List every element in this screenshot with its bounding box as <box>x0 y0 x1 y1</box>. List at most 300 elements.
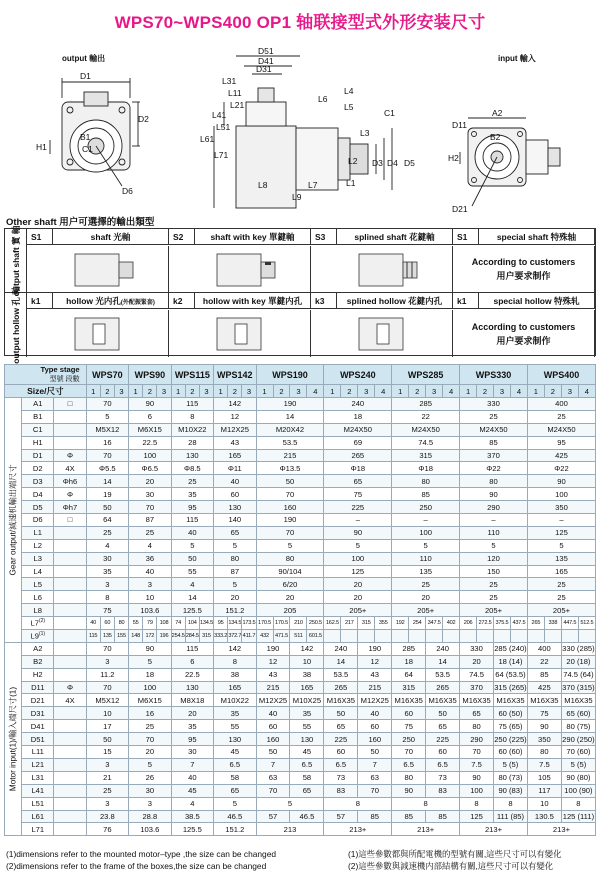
spec-value: 100 <box>392 526 460 539</box>
spec-value: 103.6 <box>129 823 171 836</box>
spec-value: 3 <box>86 655 128 668</box>
dim-symbol <box>54 707 86 720</box>
notes-en <box>6 848 276 872</box>
output-section-text: Gear output/減速机輸出端尺寸 <box>8 464 18 576</box>
shaft-option-header <box>27 293 169 309</box>
dim-symbol <box>54 436 86 449</box>
spec-value: 75 <box>324 488 392 501</box>
dim-symbol <box>54 784 86 797</box>
shaft-option-code: k3 <box>311 293 337 308</box>
spec-value: 5 <box>214 539 256 552</box>
spec-value: 90 (80) <box>561 771 595 784</box>
stage-number: 4 <box>443 385 460 398</box>
spec-value: 80 (75) <box>561 720 595 733</box>
spec-value: 265 <box>324 449 392 462</box>
spec-value: 170.5 <box>273 617 290 630</box>
spec-value: 25 <box>86 784 128 797</box>
stage-number: 4 <box>578 385 595 398</box>
spec-value: 53.5 <box>324 668 358 681</box>
spec-row <box>5 526 596 539</box>
model-header: WPS70 <box>86 365 128 385</box>
spec-value: 205+ <box>392 604 460 617</box>
dim-label-l61: L61 <box>200 134 215 144</box>
dim-label-l2: L2 <box>348 156 358 166</box>
spec-value: 45 <box>214 746 256 759</box>
spec-value: 85 <box>358 810 392 823</box>
spec-value: 53.5 <box>426 668 460 681</box>
spec-value: 17 <box>86 720 128 733</box>
spec-value: 43 <box>214 436 256 449</box>
spec-value: 85 <box>392 810 426 823</box>
shaft-option-name: shaft 光軸 <box>90 231 131 242</box>
spec-value: 213+ <box>527 823 595 836</box>
spec-value: 73 <box>324 771 358 784</box>
spec-value: 30 <box>86 552 128 565</box>
spec-value: 12 <box>214 410 256 423</box>
spec-value: 22.5 <box>171 668 214 681</box>
spec-value: 58 <box>290 771 324 784</box>
shaft-sketch-icon <box>169 310 311 356</box>
custom-note-line: According to customers <box>471 321 576 332</box>
spec-value: 285 <box>392 642 426 655</box>
spec-value: 370 (315) <box>562 683 595 693</box>
spec-value: 63 <box>358 771 392 784</box>
spec-value: 45 <box>171 784 214 797</box>
spec-value: 87 <box>129 514 171 527</box>
shaft-option-drawing <box>311 246 453 293</box>
spec-value: 90 <box>460 488 528 501</box>
spec-value: 60 <box>214 488 256 501</box>
shaft-option-name: special hollow 特殊轧 <box>493 295 580 306</box>
spec-value: 160 <box>256 501 324 514</box>
spec-value <box>443 630 460 643</box>
note-cn-2: (2)這些參數與減速機内部結構有關,這些尺寸可以有變化 <box>348 861 554 871</box>
spec-value: 70 <box>129 733 171 746</box>
dim-symbol <box>54 410 86 423</box>
spec-value: 60 <box>100 617 114 630</box>
spec-value: 25 <box>460 578 528 591</box>
spec-value: 400 <box>527 642 561 655</box>
spec-value: 160 <box>358 733 392 746</box>
spec-value: 7 <box>171 758 214 771</box>
spec-value: M12X25 <box>358 694 392 707</box>
spec-value: 115 <box>171 642 214 655</box>
spec-value: 355 <box>375 617 392 630</box>
spec-value: 12 <box>358 655 392 668</box>
spec-value: M10X22 <box>214 694 256 707</box>
spec-value: Φ22 <box>527 462 595 475</box>
dim-key-footnote: (2) <box>38 618 46 625</box>
dim-key: D5 <box>22 501 54 514</box>
spec-value: 35 <box>86 565 128 578</box>
dim-label-b2: B2 <box>490 132 501 142</box>
spec-value: 205 <box>256 604 324 617</box>
spec-value: 370 <box>460 681 494 694</box>
spec-value: 162.5 <box>324 617 341 630</box>
stage-number: 2 <box>544 385 561 398</box>
stage-number: 3 <box>242 385 256 398</box>
dim-key: L41 <box>22 784 54 797</box>
dim-symbol <box>54 797 86 810</box>
spec-value: 290 (250) <box>562 734 595 744</box>
dim-symbol <box>54 578 86 591</box>
spec-value: 272.5 <box>477 617 494 630</box>
spec-value: 28 <box>171 436 214 449</box>
dim-key: D11 <box>22 681 54 694</box>
spec-value: 23.8 <box>86 810 128 823</box>
spec-value: 130 <box>214 733 256 746</box>
spec-value: M10X22 <box>171 423 214 436</box>
dim-symbol <box>54 423 86 436</box>
spec-value: 90 <box>129 642 171 655</box>
spec-value: 16 <box>129 707 171 720</box>
spec-value: 22 <box>392 410 460 423</box>
spec-value: 315 <box>392 681 426 694</box>
shaft-option-header <box>311 293 453 309</box>
dim-label-l4: L4 <box>344 86 354 96</box>
spec-value: 142 <box>214 398 256 411</box>
spec-value: 76 <box>86 823 128 836</box>
spec-value: 20 <box>324 591 392 604</box>
spec-value: Φ22 <box>460 462 528 475</box>
spec-value: 60 (50) <box>494 707 528 720</box>
spec-value: 70 <box>86 681 128 694</box>
spec-value: 74.5 (64) <box>563 670 594 680</box>
spec-value: 3 <box>86 578 128 591</box>
shaft-side-text: output hollow 孔 軸 <box>10 286 21 364</box>
spec-value: 160 <box>256 733 290 746</box>
spec-value: 215 <box>256 681 290 694</box>
spec-value: 43 <box>358 668 392 681</box>
shaft-option-code: k1 <box>27 293 53 308</box>
spec-value: 6.5 <box>290 758 324 771</box>
spec-value: 83 <box>324 784 358 797</box>
dim-key: L51 <box>22 797 54 810</box>
spec-value: 95 <box>171 733 214 746</box>
spec-value: 25 <box>460 591 528 604</box>
spec-value: 28.8 <box>129 810 171 823</box>
dim-label-l5: L5 <box>344 102 354 112</box>
spec-value: 125 <box>324 565 392 578</box>
spec-value: 65 <box>324 720 358 733</box>
spec-value: 240 <box>426 642 460 655</box>
spec-value: 6.5 <box>426 758 460 771</box>
spec-value: 60 <box>358 720 392 733</box>
spec-value: 117 <box>527 784 561 797</box>
spec-value: 80 <box>460 475 528 488</box>
spec-value: 83 <box>426 784 460 797</box>
spec-value: 75 (65) <box>494 720 528 733</box>
spec-value: 20 (18) <box>561 655 595 668</box>
spec-value: 6.5 <box>392 758 426 771</box>
dim-label-c1: C1 <box>82 144 93 154</box>
shaft-option-drawing <box>27 310 169 357</box>
spec-value: 213+ <box>392 823 460 836</box>
stage-number: 3 <box>290 385 307 398</box>
spec-value: 330 <box>460 398 528 411</box>
shaft-option-header <box>27 229 169 245</box>
stage-number: 1 <box>214 385 228 398</box>
spec-value: 12 <box>256 655 290 668</box>
spec-value: M8X18 <box>171 694 214 707</box>
dim-key: B2 <box>22 655 54 668</box>
spec-value: 25 <box>460 410 528 423</box>
spec-value <box>324 630 341 643</box>
spec-value: 69 <box>324 436 392 449</box>
spec-value: M16X35 <box>324 694 358 707</box>
spec-value <box>578 630 595 643</box>
dim-label-d21: D21 <box>452 204 468 214</box>
dim-label-d31: D31 <box>256 64 272 74</box>
spec-value <box>460 630 477 643</box>
spec-value: Φ18 <box>392 462 460 475</box>
dim-symbol: 4X <box>54 462 86 475</box>
spec-value: 125.5 <box>171 604 214 617</box>
spec-value: 57 <box>256 810 290 823</box>
spec-value: M6X15 <box>129 694 171 707</box>
stage-number: 2 <box>100 385 114 398</box>
spec-value: 80 (73) <box>494 771 528 784</box>
spec-value: 315 <box>199 630 213 643</box>
model-header: WPS240 <box>324 365 392 385</box>
spec-value: 213+ <box>460 823 528 836</box>
custom-note-line: 用户要求制作 <box>496 271 551 281</box>
dim-key: L6 <box>22 591 54 604</box>
dim-symbol <box>54 642 86 655</box>
dim-key: L31 <box>22 771 54 784</box>
spec-row <box>5 423 596 436</box>
spec-value: 105 <box>527 771 561 784</box>
spec-value: 35 <box>290 707 324 720</box>
spec-value <box>409 630 426 643</box>
spec-value: 265 <box>324 681 358 694</box>
spec-value: Φ13.5 <box>256 462 324 475</box>
spec-value: 95 <box>214 617 228 630</box>
spec-row <box>5 501 596 514</box>
output-section-label <box>5 398 22 643</box>
stage-number: 1 <box>392 385 409 398</box>
spec-row <box>5 398 596 411</box>
dim-label-b1: B1 <box>80 132 91 142</box>
spec-row <box>5 655 596 668</box>
spec-value: 400 <box>527 398 595 411</box>
type-stage-label: Type stage <box>40 365 80 374</box>
spec-value: 45 <box>290 746 324 759</box>
spec-value <box>527 630 544 643</box>
shaft-option-name: hollow with key 單鍵内孔 <box>202 295 303 306</box>
spec-value: 35 <box>214 707 256 720</box>
spec-value: 103.6 <box>129 604 171 617</box>
spec-value: 254 <box>409 617 426 630</box>
shaft-option-code: k2 <box>169 293 195 308</box>
spec-value: 5 <box>86 410 128 423</box>
spec-value: 4 <box>86 539 128 552</box>
spec-value <box>561 630 578 643</box>
spec-value: 100 <box>129 681 171 694</box>
spec-value: 65 <box>214 526 256 539</box>
spec-value: 130 <box>214 501 256 514</box>
spec-row <box>5 810 596 823</box>
dim-key: D2 <box>22 462 54 475</box>
spec-value: 50 <box>426 707 460 720</box>
spec-value: 110 <box>460 526 528 539</box>
spec-value: 432 <box>256 630 273 643</box>
dim-key: L71 <box>22 823 54 836</box>
spec-value: 142 <box>214 642 256 655</box>
dim-key: L61 <box>22 810 54 823</box>
spec-value: 285 (240) <box>494 644 527 654</box>
stage-number: 3 <box>199 385 213 398</box>
stage-number: 2 <box>477 385 494 398</box>
spec-value: 25 <box>171 475 214 488</box>
model-header: WPS142 <box>214 365 256 385</box>
spec-value: 22.5 <box>129 436 171 449</box>
spec-value: M24X50 <box>527 423 595 436</box>
stage-number: 1 <box>171 385 185 398</box>
spec-value: Φ5.5 <box>86 462 128 475</box>
spec-row <box>5 707 596 720</box>
shaft-option-note: (外配振緊套) <box>120 299 155 306</box>
dim-key: A1 <box>22 398 54 411</box>
shaft-sketch-icon <box>311 310 453 356</box>
spec-row <box>5 823 596 836</box>
spec-value: 8 <box>86 591 128 604</box>
spec-value: 4 <box>171 797 214 810</box>
spec-value: 315 <box>358 617 375 630</box>
spec-value: 20 <box>256 591 324 604</box>
stage-number: 2 <box>228 385 242 398</box>
spec-value: 20 <box>129 475 171 488</box>
spec-value: 55 <box>129 617 143 630</box>
shaft-option-header <box>169 293 311 309</box>
spec-value: 20 <box>214 591 256 604</box>
dim-key: L11 <box>22 746 54 759</box>
spec-value: M16X35 <box>561 694 595 707</box>
spec-value: 8 <box>214 655 256 668</box>
spec-value: 134.5 <box>228 617 242 630</box>
dim-symbol <box>54 758 86 771</box>
note-en-2: (2)dimensions refer to the frame of the boxes,the size can be changed <box>6 861 267 871</box>
spec-value: 315 (265) <box>494 683 527 693</box>
spec-value: 65 (60) <box>561 707 595 720</box>
spec-value: 64 <box>86 514 128 527</box>
spec-value: Φ18 <box>324 462 392 475</box>
spec-row <box>5 758 596 771</box>
spec-value: 5 <box>214 578 256 591</box>
dim-label-l41: L41 <box>212 110 227 120</box>
spec-row <box>5 436 596 449</box>
spec-row <box>5 746 596 759</box>
custom-note-line: 用户要求制作 <box>496 335 551 346</box>
spec-value: 25 <box>86 526 128 539</box>
dim-key: D51 <box>22 733 54 746</box>
spec-value: 8 <box>561 797 595 810</box>
spec-value: M24X50 <box>460 423 528 436</box>
spec-value: 265 <box>527 617 544 630</box>
spec-value: 100 <box>460 784 494 797</box>
spec-value: Φ6.5 <box>129 462 171 475</box>
spec-row <box>5 565 596 578</box>
stage-number: 3 <box>358 385 375 398</box>
spec-value: 6.5 <box>214 758 256 771</box>
shaft-row-side-label <box>5 225 27 296</box>
spec-value: 38 <box>214 668 256 681</box>
spec-value: 21 <box>86 771 128 784</box>
dim-key: L21 <box>22 758 54 771</box>
spec-value: 5 <box>171 539 214 552</box>
shaft-option-header <box>311 229 453 245</box>
dim-symbol: 4X <box>54 694 86 707</box>
dim-key: L8 <box>22 604 54 617</box>
dim-label-l21: L21 <box>230 100 245 110</box>
spec-value: 6 <box>129 410 171 423</box>
spec-value: M16X35 <box>527 694 561 707</box>
spec-table <box>4 364 596 836</box>
shaft-row-side-label <box>5 286 27 364</box>
spec-value: M20X42 <box>256 423 324 436</box>
dim-symbol: □ <box>54 398 86 411</box>
spec-value: 205+ <box>527 604 595 617</box>
spec-value: 6/20 <box>256 578 324 591</box>
spec-value: 7.5 <box>460 758 494 771</box>
dim-label-l1: L1 <box>346 178 356 188</box>
spec-value: 30 <box>171 746 214 759</box>
dim-label-l11: L11 <box>228 88 242 98</box>
dim-symbol: Φ <box>54 681 86 694</box>
spec-value: 90 <box>460 771 494 784</box>
spec-value: 38 <box>290 668 324 681</box>
spec-value: 240 <box>324 398 392 411</box>
spec-value: 425 <box>527 449 595 462</box>
dim-label-d2: D2 <box>138 114 149 124</box>
dim-label-d1: D1 <box>80 71 91 81</box>
spec-value: 375.5 <box>494 617 511 630</box>
spec-value: 8 <box>494 797 528 810</box>
spec-value <box>510 630 527 643</box>
spec-value: 165 <box>214 681 256 694</box>
spec-value <box>375 630 392 643</box>
spec-value: 315 <box>392 449 460 462</box>
spec-value: 5 <box>129 758 171 771</box>
spec-value: 3 <box>86 758 128 771</box>
dim-key: B1 <box>22 410 54 423</box>
spec-row <box>5 784 596 797</box>
spec-value: 6 <box>171 655 214 668</box>
stage-number: 2 <box>409 385 426 398</box>
spec-value <box>544 630 561 643</box>
spec-value: M10X25 <box>290 694 324 707</box>
spec-value: 104 <box>185 617 199 630</box>
spec-value: 50 <box>256 746 290 759</box>
spec-value: 60 <box>256 720 290 733</box>
spec-value: 90 <box>129 398 171 411</box>
spec-value: 40 <box>256 707 290 720</box>
spec-value: 151.2 <box>214 823 256 836</box>
spec-value: 65 <box>290 784 324 797</box>
custom-note-line: According to customers <box>471 257 576 267</box>
spec-value: 350 <box>527 733 561 746</box>
stage-number: 2 <box>341 385 358 398</box>
dimension-drawing-svg <box>0 36 600 214</box>
dim-symbol: Φ <box>54 488 86 501</box>
shaft-option-name: hollow 光内孔(外配振緊套) <box>66 295 155 306</box>
spec-value: 135 <box>392 565 460 578</box>
spec-value: 70 <box>256 784 290 797</box>
dim-symbol <box>54 746 86 759</box>
dim-key: D31 <box>22 707 54 720</box>
spec-value: 20 <box>171 707 214 720</box>
type-stage-label-cn: 型號 段數 <box>49 376 80 383</box>
